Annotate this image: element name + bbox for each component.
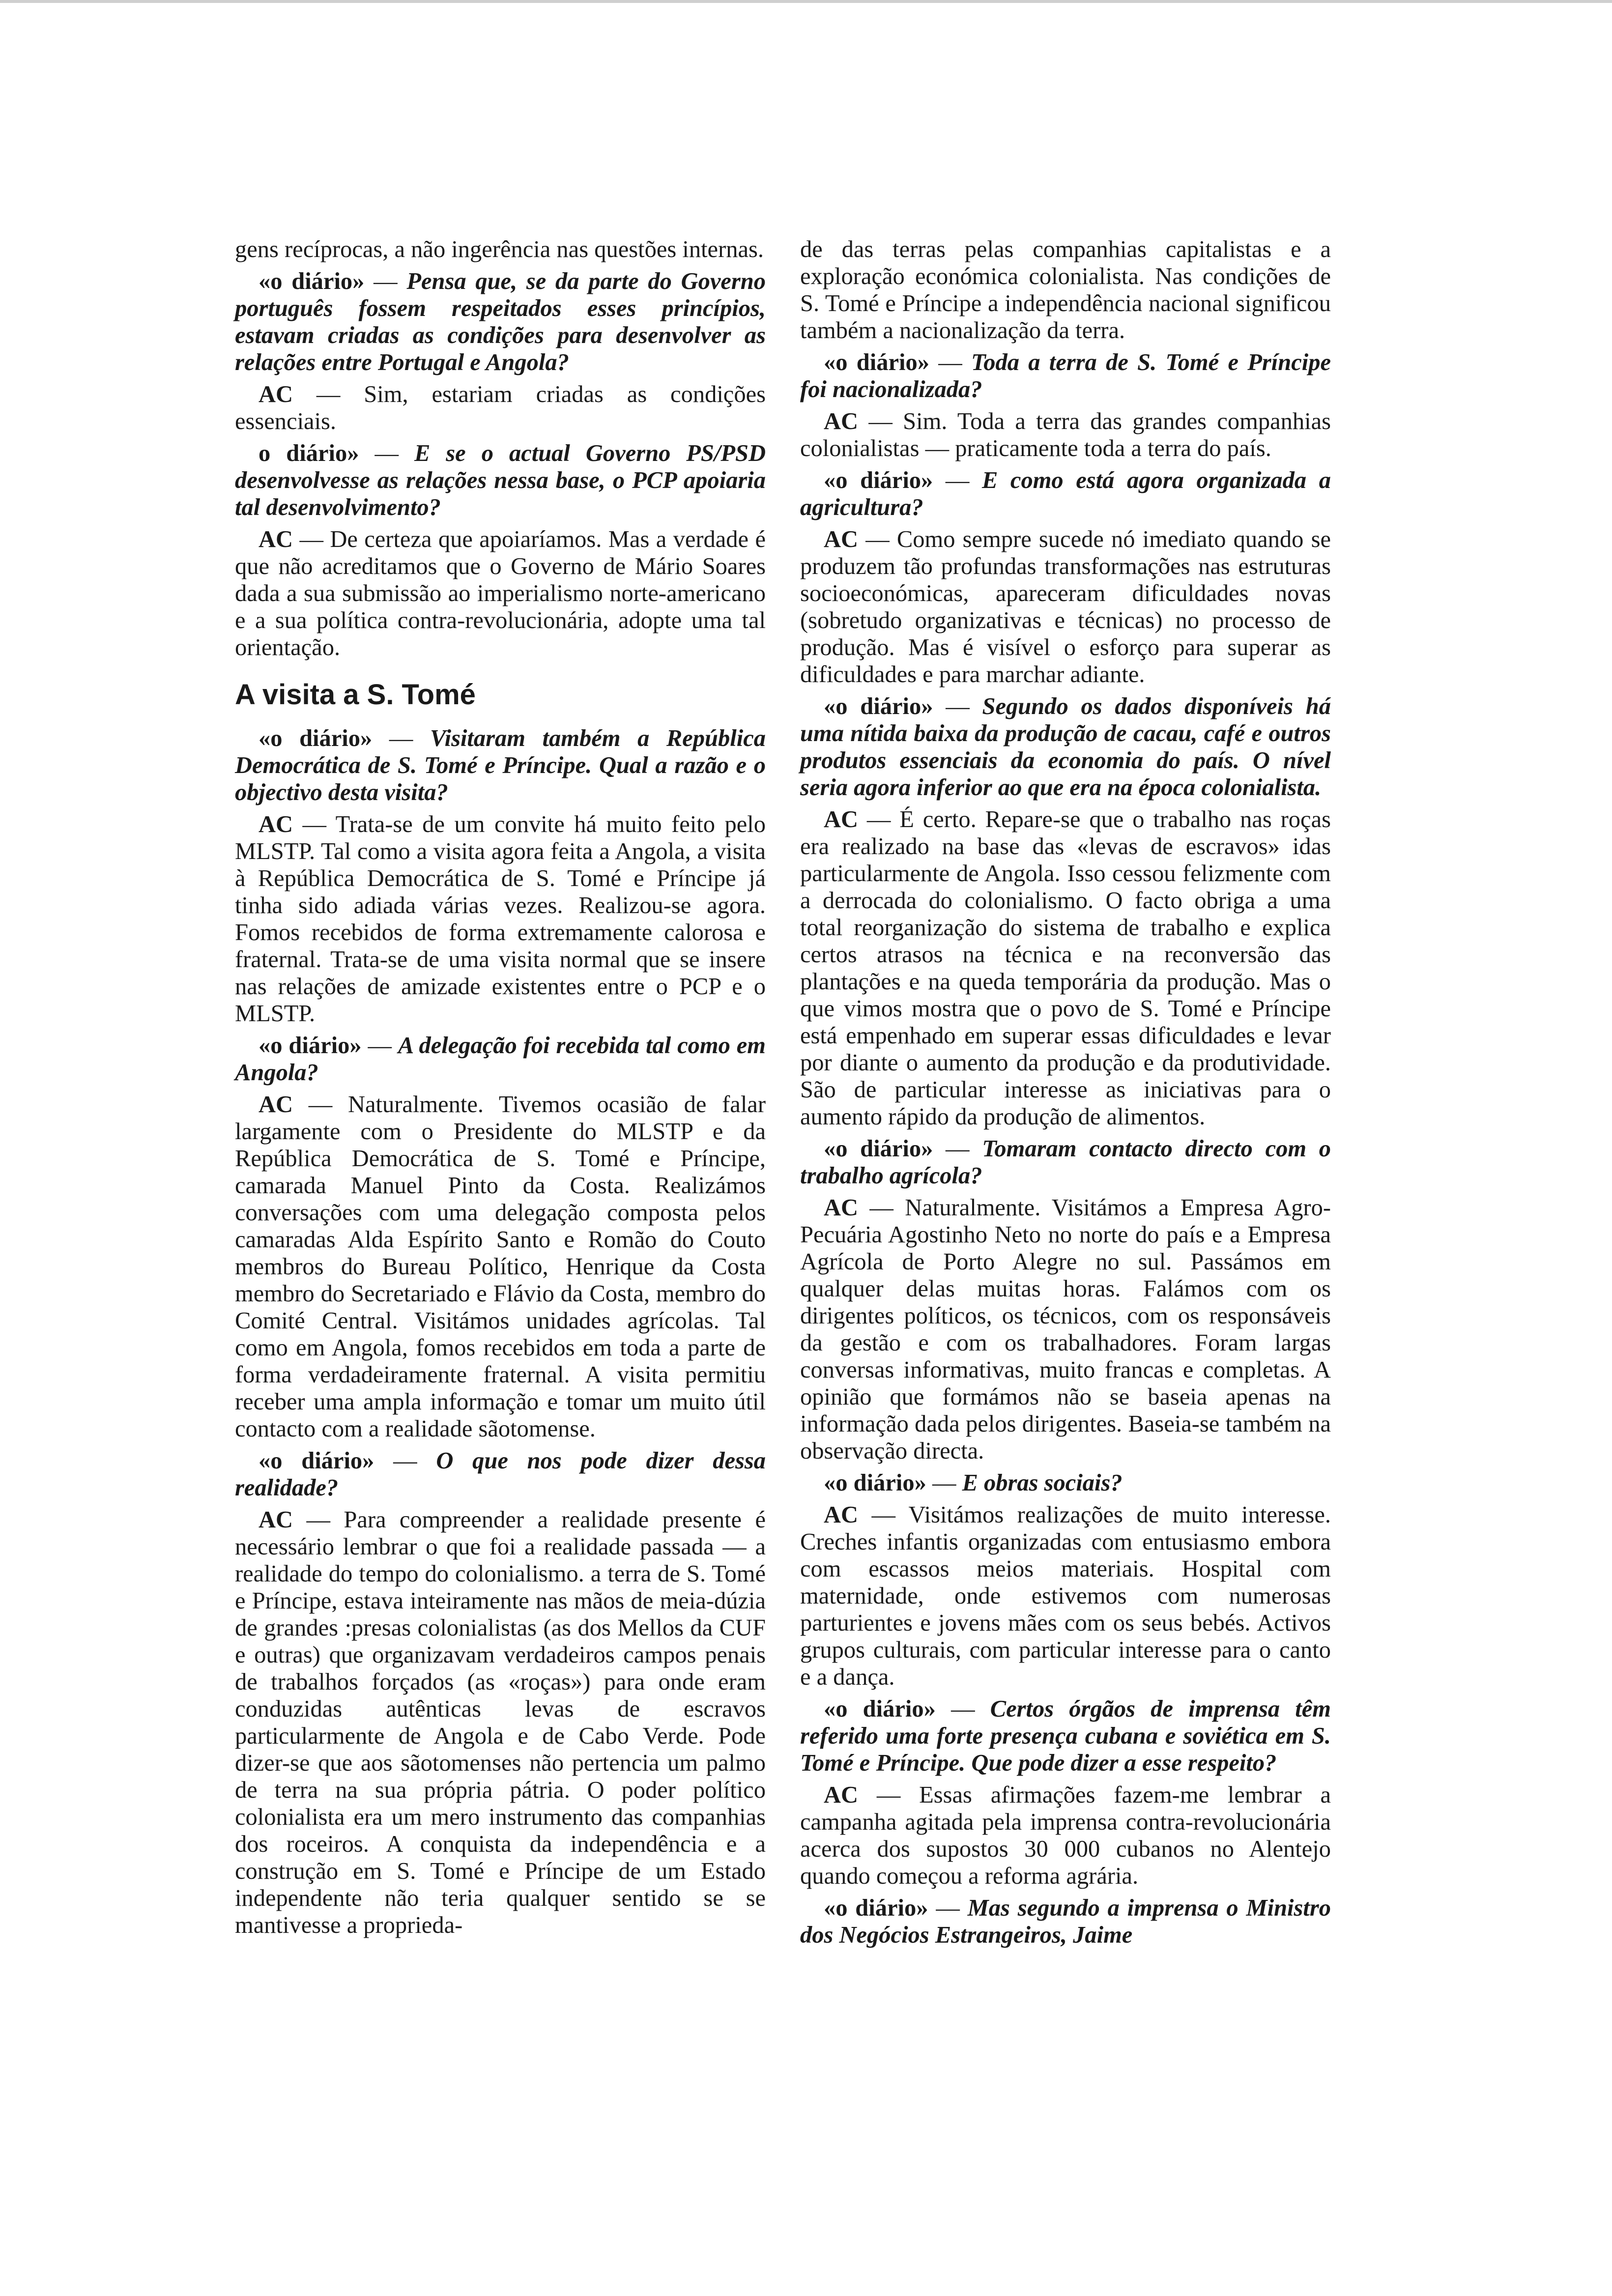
answer-text: — De certeza que apoiaríamos. Mas a verdade é que não acreditamos que o Governo de Mário Soares dada a sua submissão ao imperialismo norte-americano e a sua política contra-revolucionária, adopte uma tal orientação. [235,526,766,660]
question-text: Tomaram contacto directo com o trabalho agrícola? [800,1136,1331,1189]
speaker-label: «o diário» [824,1696,936,1722]
interview-question [235,1447,766,1501]
interview-question [235,725,766,806]
speaker-label: AC [824,408,859,434]
speaker-label: AC [259,1507,293,1533]
interview-answer [800,1501,1331,1691]
scan-top-edge [0,0,1612,3]
interview-question [800,349,1331,403]
interview-answer [235,381,766,435]
speaker-label: AC [824,1782,859,1808]
question-text: Visitaram também a República Democrática de S. Tomé e Príncipe. Qual a razão e o objectivo desta visita? [235,725,766,805]
speaker-label: AC [824,1195,859,1221]
section-heading: A visita a S. Tomé [235,679,476,711]
interview-question [800,467,1331,521]
dash: — [926,1470,962,1496]
interview-question [235,268,766,376]
interview-question [800,1894,1331,1949]
speaker-label: AC [259,811,293,837]
interview-question [800,1135,1331,1189]
speaker-label: «o diário» [824,1895,928,1921]
dash: — [361,1033,398,1059]
answer-text: — Essas afirmações fazem-me lembrar a campanha agitada pela imprensa contra-revolucionária acerca dos supostos 30 000 cubanos no Alentejo quando começou a reforma agrária. [800,1782,1331,1889]
paragraph: gens recíprocas, a não ingerência nas questões internas. [235,236,764,262]
speaker-label: «o diário» [259,1448,374,1474]
speaker-label: AC [824,526,859,552]
interview-answer [800,408,1331,462]
answer-text: — É certo. Repare-se que o trabalho nas roças era realizado na base das «levas de escravos» idas particularmente de Angola. Isso cessou felizmente com a derrocada do colonialismo. O facto obriga a uma total reorganização do sistema de trabalho e explica certos atrasos na técnica e na reconversão das plantações e na queda temporária da produção. Mas o que vimos mostra que o povo de S. Tomé e Príncipe está empenhado em superar essas dificuldades e levar por diante o aumento da produção e da produtividade. São de particular interesse as iniciativas para o aumento rápido da produção de alimentos. [800,806,1331,1130]
interview-answer [235,811,766,1027]
dash: — [933,1136,982,1162]
question-text: E como está agora organizada a agricultura? [800,467,1331,520]
dash: — [364,268,407,294]
interview-question [800,693,1331,801]
interview-answer [235,1506,766,1939]
answer-text: — Visitámos realizações de muito interesse. Creches infantis organizadas com entusiasmo embora com escassos meios materiais. Hospital com maternidade, onde estivemos com numerosas parturientes e jovens mães com os seus bebés. Activos grupos culturais, com particular interesse para o canto e a dança. [800,1502,1331,1690]
interview-answer [800,806,1331,1130]
question-text: Segundo os dados disponíveis há uma nítida baixa da produção de cacau, café e outros produtos essenciais da economia do país. O nível seria agora inferior ao que era na época colonialista. [800,693,1331,801]
interview-answer [800,1194,1331,1464]
interview-question [235,440,766,521]
interview-question [235,1032,766,1086]
question-text: E se o actual Governo PS/PSD desenvolvesse as relações nessa base, o PCP apoiaria tal desenvolvimento? [235,440,766,520]
article-column-right [800,236,1331,1953]
speaker-label: «o diário» [824,693,933,719]
speaker-label: «o diário» [259,1033,362,1059]
speaker-label: AC [259,526,293,552]
interview-answer [235,526,766,661]
answer-text: — Sim. Toda a terra das grandes companhias colonialistas — praticamente toda a terra do país. [800,408,1331,461]
interview-answer [800,526,1331,688]
answer-text: — Naturalmente. Tivemos ocasião de falar largamente com o Presidente do MLSTP e da República Democrática de S. Tomé e Príncipe, camarada Manuel Pinto da Costa. Realizámos conversações com uma delegação composta pelos camaradas Alda Espírito Santo e Romão do Couto membros do Bureau Político, Henrique da Costa membro do Secretariado e Flávio da Costa, membro do Comité Central. Visitámos unidades agrícolas. Tal como em Angola, fomos recebidos em toda a parte de forma verdadeiramente fraternal. A visita permitiu receber uma ampla informação e tomar um muito útil contacto com a realidade sãotomense. [235,1091,766,1442]
question-text: Certos órgãos de imprensa têm referido uma forte presença cubana e soviética em S. Tomé e Príncipe. Que pode dizer a esse respeito? [800,1696,1331,1776]
answer-text: — Trata-se de um convite há muito feito pelo MLSTP. Tal como a visita agora feita a Angola, a visita à República Democrática de S. Tomé e Príncipe já tinha sido adiada várias vezes. Realizou-se agora. Fomos recebidos de forma extremamente calorosa e fraternal. Trata-se de uma visita normal que se insere nas relações de amizade existentes entre o PCP e o MLSTP. [235,811,766,1027]
dash: — [929,349,972,375]
speaker-label: AC [824,1502,859,1528]
dash: — [359,440,414,466]
answer-text: — Sim, estariam criadas as condições essenciais. [235,381,766,434]
speaker-label: «o diário» [259,725,373,751]
question-text: E obras sociais? [962,1470,1123,1496]
speaker-label: «o diário» [824,1470,926,1496]
question-text: Pensa que, se da parte do Governo português fossem respeitados esses princípios, estavam criadas as condições para desenvolver as relações entre Portugal e Angola? [235,268,766,375]
dash: — [372,725,430,751]
question-text: Mas segundo a imprensa o Ministro dos Negócios Estrangeiros, Jaime [800,1895,1331,1948]
question-text: Toda a terra de S. Tomé e Príncipe foi nacionalizada? [800,349,1331,402]
interview-answer [800,1781,1331,1890]
interview-question [800,1695,1331,1777]
answer-text: — Naturalmente. Visitámos a Empresa Agro-Pecuária Agostinho Neto no norte do país e a Empresa Agrícola de Porto Alegre no sul. Passámos em qualquer delas muitas horas. Falámos com os dirigentes políticos, os técnicos, com os responsáveis da gestão e com os trabalhadores. Foram largas conversas informativas, muito francas e completas. A opinião que formámos não se baseia apenas na informação dada pelos dirigentes. Baseia-se também na observação directa. [800,1195,1331,1464]
speaker-label: AC [824,806,859,832]
dash: — [374,1448,436,1474]
speaker-label: AC [259,381,293,407]
article-column-left [235,236,766,1944]
dash: — [933,693,982,719]
speaker-label: «o diário» [824,467,933,493]
dash: — [933,467,982,493]
dash: — [935,1696,990,1722]
paragraph: de das terras pelas companhias capitalistas e a exploração económica colonialista. Nas condições de S. Tomé e Príncipe a independência nacional significou também a nacionalização da terra. [800,236,1331,344]
speaker-label: AC [259,1091,293,1118]
interview-answer [235,1091,766,1442]
speaker-label: «o diário» [824,1136,933,1162]
speaker-label: o diário» [259,440,359,466]
speaker-label: «o diário» [824,349,929,375]
dash: — [928,1895,968,1921]
speaker-label: «o diário» [259,268,365,294]
interview-question [800,1469,1331,1496]
answer-text: — Como sempre sucede nó imediato quando se produzem tão profundas transformações nas estruturas socioeconómicas, apareceram dificuldades novas (sobretudo organizativas e técnicas) no processo de produção. Mas é visível o esforço para superar as dificuldades e para marchar adiante. [800,526,1331,688]
question-text: O que nos pode dizer dessa realidade? [235,1448,766,1501]
answer-text: — Para compreender a realidade presente é necessário lembrar o que foi a realidade passada — a realidade do tempo do colonialismo. a terra de S. Tomé e Príncipe, estava inteiramente nas mãos de meia-dúzia de grandes :presas colonialistas (as dos Mellos da CUF e outras) que organizavam verdadeiros campos penais de trabalhos forçados (as «roças») para onde eram conduzidas autênticas levas de escravos particularmente de Angola e de Cabo Verde. Pode dizer-se que aos sãotomenses não pertencia um palmo de terra na sua própria pátria. O poder político colonialista era um mero instrumento das companhias dos roceiros. A conquista da independência e a construção em S. Tomé e Príncipe de um Estado independente não teria qualquer sentido se se mantivesse a proprieda- [235,1507,766,1938]
question-text: A delegação foi recebida tal como em Angola? [235,1033,766,1086]
